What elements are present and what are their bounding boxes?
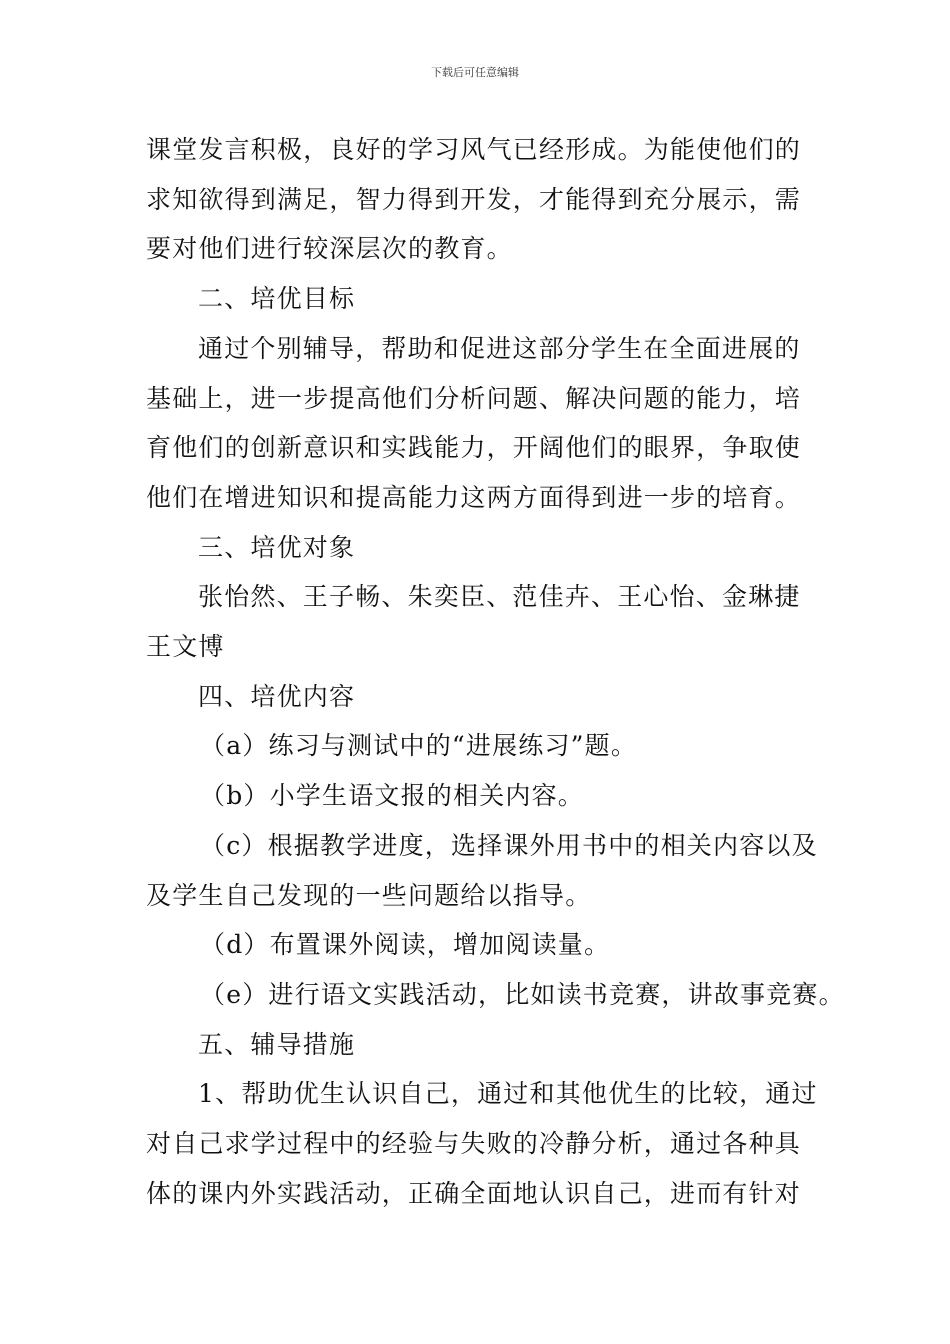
page-header: 下载后可任意编辑 bbox=[431, 66, 519, 79]
list-item-e: （e）进行语文实践活动，比如读书竞赛，讲故事竞赛。 bbox=[200, 979, 845, 1009]
body-text-line: 通过个别辅导，帮助和促进这部分学生在全面进展的 bbox=[198, 333, 801, 363]
list-item-d: （d）布置课外阅读，增加阅读量。 bbox=[200, 930, 611, 960]
section-heading-goals: 二、培优目标 bbox=[198, 284, 356, 314]
body-text-line: 1、帮助优生认识自己，通过和其他优生的比较，通过 bbox=[198, 1079, 818, 1109]
body-text-line: 育他们的创新意识和实践能力，开阔他们的眼界，争取使 bbox=[146, 433, 802, 463]
body-text-line: 体的课内外实践活动，正确全面地认识自己，进而有针对 bbox=[146, 1178, 802, 1208]
body-text-line: 基础上，进一步提高他们分析问题、解决问题的能力，培 bbox=[146, 383, 802, 413]
student-names-line: 王文博 bbox=[146, 632, 225, 662]
document-body bbox=[146, 125, 845, 1218]
section-heading-targets: 三、培优对象 bbox=[198, 532, 356, 562]
list-item-b: （b）小学生语文报的相关内容。 bbox=[200, 781, 585, 811]
student-names-line: 张怡然、王子畅、朱奕臣、范佳卉、王心怡、金琳捷 bbox=[198, 582, 801, 612]
body-text-line: 课堂发言积极，良好的学习风气已经形成。为能使他们的 bbox=[146, 135, 802, 164]
list-item-a: （a）练习与测试中的“进展练习”题。 bbox=[200, 731, 638, 761]
body-text-line: 求知欲得到满足，智力得到开发，才能得到充分展示，需 bbox=[146, 184, 802, 214]
list-item-c: （c）根据教学进度，选择课外用书中的相关内容以及 bbox=[200, 830, 818, 860]
body-text-line: 他们在增进知识和提高能力这两方面得到进一步的培育。 bbox=[146, 482, 802, 512]
body-text-line: 要对他们进行较深层次的教育。 bbox=[146, 234, 513, 264]
list-item-c-continued: 及学生自己发现的一些问题给以指导。 bbox=[146, 880, 592, 910]
body-text-line: 对自己求学过程中的经验与失败的冷静分析，通过各种具 bbox=[146, 1129, 802, 1159]
section-heading-content: 四、培优内容 bbox=[198, 681, 356, 711]
section-heading-measures: 五、辅导措施 bbox=[198, 1029, 356, 1059]
